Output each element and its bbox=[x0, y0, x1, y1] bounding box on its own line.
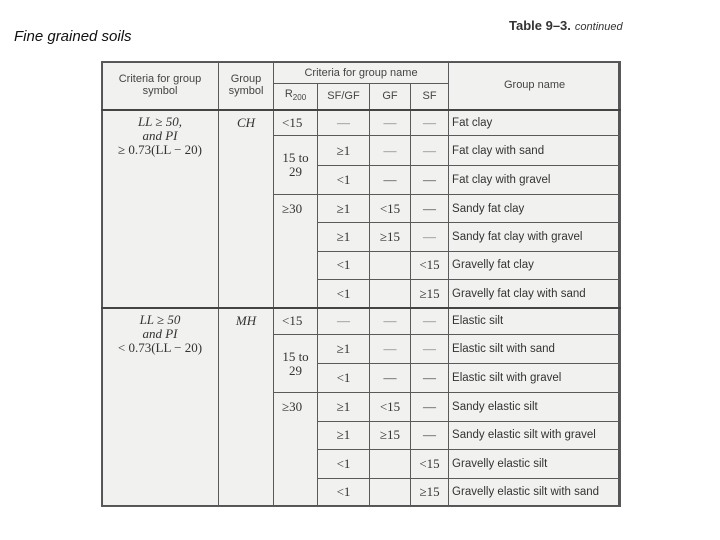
group-name-cell: Elastic silt with gravel bbox=[449, 364, 621, 393]
group-symbol-cell: MH bbox=[219, 308, 274, 507]
criteria-line: and PI bbox=[142, 325, 178, 341]
header-criteria-symbol: Criteria for group symbol bbox=[102, 62, 219, 110]
sfgf-cell: ≥1 bbox=[318, 421, 370, 449]
header-sfgf: SF/GF bbox=[318, 84, 370, 110]
header-r200-subscript: 200 bbox=[292, 93, 307, 103]
soil-classification-table bbox=[101, 61, 621, 507]
sf-cell: — bbox=[411, 308, 449, 334]
sf-cell: <15 bbox=[411, 450, 449, 478]
group-name-cell: Sandy fat clay bbox=[449, 195, 621, 223]
gf-cell: — bbox=[370, 334, 411, 363]
group-name-cell: Fat clay bbox=[449, 110, 621, 136]
sf-cell: ≥15 bbox=[411, 280, 449, 308]
gf-cell: <15 bbox=[370, 393, 411, 421]
gf-cell: — bbox=[370, 136, 411, 165]
sfgf-cell: ≥1 bbox=[318, 136, 370, 165]
table-continued-label: continued bbox=[574, 21, 623, 33]
gf-cell bbox=[370, 450, 411, 478]
sfgf-cell: ≥1 bbox=[318, 334, 370, 363]
sf-cell: — bbox=[411, 136, 449, 165]
sfgf-cell: ≥1 bbox=[318, 195, 370, 223]
group-name-cell: Sandy elastic silt bbox=[449, 393, 621, 421]
gf-cell: — bbox=[370, 165, 411, 194]
gf-cell: ≥15 bbox=[370, 421, 411, 449]
group-name-cell: Gravelly fat clay with sand bbox=[449, 280, 621, 308]
group-symbol-cell: CH bbox=[219, 110, 274, 308]
sf-cell: — bbox=[411, 165, 449, 194]
gf-cell bbox=[370, 251, 411, 279]
table-caption bbox=[509, 18, 623, 33]
gf-cell bbox=[370, 478, 411, 507]
sfgf-cell: <1 bbox=[318, 478, 370, 507]
gf-cell: — bbox=[370, 308, 411, 334]
criteria-cell bbox=[102, 110, 219, 308]
sfgf-cell: ≥1 bbox=[318, 393, 370, 421]
r200-cell: ≥30 bbox=[274, 195, 318, 308]
gf-cell: — bbox=[370, 364, 411, 393]
table-label: Table 9–3. bbox=[509, 18, 571, 33]
header-r200 bbox=[274, 84, 318, 110]
sf-cell: — bbox=[411, 334, 449, 363]
sfgf-cell: <1 bbox=[318, 450, 370, 478]
group-name-cell: Gravelly fat clay bbox=[449, 251, 621, 279]
sf-cell: — bbox=[411, 393, 449, 421]
gf-cell: — bbox=[370, 110, 411, 136]
header-sf: SF bbox=[411, 84, 449, 110]
r200-cell: <15 bbox=[274, 110, 318, 136]
criteria-line: LL ≥ 50, bbox=[137, 113, 183, 129]
group-name-cell: Elastic silt bbox=[449, 308, 621, 334]
header-criteria-name: Criteria for group name bbox=[274, 62, 449, 84]
sfgf-cell: <1 bbox=[318, 251, 370, 279]
sfgf-cell: <1 bbox=[318, 165, 370, 194]
sf-cell: ≥15 bbox=[411, 478, 449, 507]
r200-cell: 15 to 29 bbox=[274, 136, 318, 195]
criteria-line: ≥ 0.73(LL − 20) bbox=[117, 141, 203, 157]
sfgf-cell: — bbox=[318, 308, 370, 334]
sfgf-cell: <1 bbox=[318, 364, 370, 393]
criteria-line: LL ≥ 50 bbox=[139, 311, 181, 327]
header-r200-label: R bbox=[284, 88, 293, 101]
gf-cell: ≥15 bbox=[370, 223, 411, 251]
gf-cell bbox=[370, 280, 411, 308]
sf-cell: <15 bbox=[411, 251, 449, 279]
slide-title: Fine grained soils bbox=[14, 28, 132, 45]
sfgf-cell: <1 bbox=[318, 280, 370, 308]
criteria-line: and PI bbox=[142, 127, 178, 143]
group-name-cell: Gravelly elastic silt with sand bbox=[449, 478, 621, 507]
r200-cell: ≥30 bbox=[274, 393, 318, 507]
r200-cell: <15 bbox=[274, 308, 318, 334]
r200-cell: 15 to 29 bbox=[274, 334, 318, 393]
header-group-name: Group name bbox=[449, 62, 621, 110]
sf-cell: — bbox=[411, 364, 449, 393]
group-name-cell: Fat clay with sand bbox=[449, 136, 621, 165]
sf-cell: — bbox=[411, 195, 449, 223]
group-name-cell: Fat clay with gravel bbox=[449, 165, 621, 194]
group-name-cell: Elastic silt with sand bbox=[449, 334, 621, 363]
group-name-cell: Sandy fat clay with gravel bbox=[449, 223, 621, 251]
sf-cell: — bbox=[411, 223, 449, 251]
sfgf-cell: — bbox=[318, 110, 370, 136]
gf-cell: <15 bbox=[370, 195, 411, 223]
sfgf-cell: ≥1 bbox=[318, 223, 370, 251]
criteria-line: < 0.73(LL − 20) bbox=[117, 339, 203, 355]
sf-cell: — bbox=[411, 110, 449, 136]
sf-cell: — bbox=[411, 421, 449, 449]
header-gf: GF bbox=[370, 84, 411, 110]
table-row bbox=[102, 110, 621, 136]
group-name-cell: Gravelly elastic silt bbox=[449, 450, 621, 478]
criteria-cell bbox=[102, 308, 219, 507]
header-group-symbol: Group symbol bbox=[219, 62, 274, 110]
group-name-cell: Sandy elastic silt with gravel bbox=[449, 421, 621, 449]
table-row bbox=[102, 308, 621, 334]
